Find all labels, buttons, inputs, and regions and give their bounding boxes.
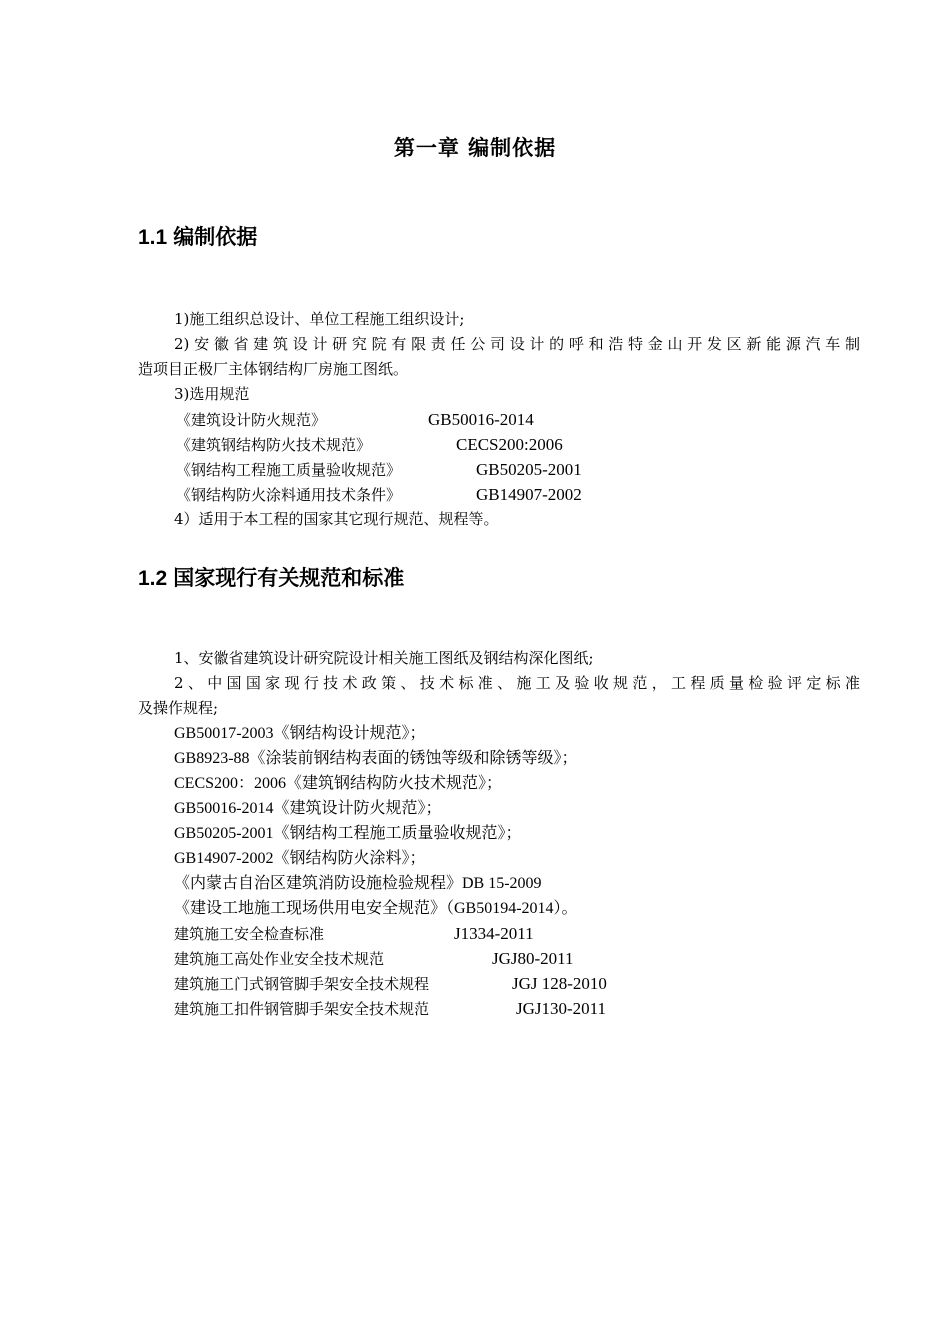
standard-code: CECS200:2006: [456, 435, 563, 454]
standard-name: 《钢结构防火涂料通用技术条件》: [176, 486, 402, 504]
reference-line: GB8923-88《涂装前钢结构表面的锈蚀等级和除锈等级》；: [174, 750, 578, 767]
safety-standard-row: [138, 996, 860, 1021]
reference-line: GB50017-2003《钢结构设计规范》；: [174, 725, 426, 742]
standard-name: 建筑施工扣件钢管脚手架安全技术规范: [174, 1000, 430, 1018]
standard-row: [138, 457, 860, 482]
section-title: 编制依据: [173, 225, 258, 249]
paragraph-item-2-line-1: 2)安徽省建筑设计研究院有限责任公司设计的呼和浩特金山开发区新能源汽车制: [174, 335, 860, 353]
standard-name: 建筑施工安全检查标准: [174, 925, 325, 943]
standard-name: 《钢结构工程施工质量验收规范》: [176, 461, 402, 479]
reference-line: GB50016-2014《建筑设计防火规范》；: [174, 800, 442, 817]
safety-standard-row: [138, 946, 860, 971]
section-heading-1-2: [138, 562, 404, 595]
standard-name: 《建筑钢结构防火技术规范》: [176, 436, 372, 454]
reference-line: 《建设工地施工现场供用电安全规范》（GB50194-2014）。: [174, 900, 578, 917]
section-number: 1.1: [138, 226, 168, 249]
section-1-1-body: [138, 307, 860, 532]
standard-code: GB14907-2002: [476, 485, 582, 504]
reference-line: 《内蒙古自治区建筑消防设施检验规程》DB 15-2009: [174, 875, 542, 892]
section-heading-1-1: [138, 221, 257, 254]
standard-row: [138, 482, 860, 507]
section-title: 国家现行有关规范和标准: [173, 566, 405, 590]
paragraph-item-4: 4）适用于本工程的国家其它现行规范、规程等。: [174, 510, 499, 528]
standard-code: GB50016-2014: [428, 410, 534, 429]
paragraph-item-3: 3)选用规范: [174, 385, 250, 403]
standard-row: [138, 432, 860, 457]
standard-code: J1334-2011: [454, 924, 534, 943]
paragraph-item-2-line-1: 2、中国国家现行技术政策、技术标准、施工及验收规范，工程质量检验评定标准: [174, 674, 860, 692]
standard-name: 《建筑设计防火规范》: [176, 411, 327, 429]
standard-code: GB50205-2001: [476, 460, 582, 479]
safety-standard-row: [138, 921, 860, 946]
standard-name: 建筑施工高处作业安全技术规范: [174, 950, 385, 968]
chapter-title: 第一章 编制依据: [393, 135, 557, 160]
standard-code: JGJ80-2011: [492, 949, 574, 968]
standard-code: JGJ 128-2010: [512, 974, 607, 993]
paragraph-item-2-line-2: 及操作规程;: [138, 699, 219, 717]
paragraph-item-1: 1)施工组织总设计、单位工程施工组织设计;: [174, 310, 465, 328]
section-number: 1.2: [138, 567, 168, 590]
standard-name: 建筑施工门式钢管脚手架安全技术规程: [174, 975, 430, 993]
paragraph-item-1: 1、安徽省建筑设计研究院设计相关施工图纸及钢结构深化图纸;: [174, 649, 594, 667]
standard-code: JGJ130-2011: [516, 999, 607, 1018]
safety-standard-row: [138, 971, 860, 996]
reference-line: GB50205-2001《钢结构工程施工质量验收规范》；: [174, 825, 522, 842]
section-1-2-body: [138, 646, 860, 1021]
reference-line: CECS200：2006《建筑钢结构防火技术规范》；: [174, 775, 503, 792]
reference-line: GB14907-2002《钢结构防火涂料》；: [174, 850, 426, 867]
paragraph-item-2-line-2: 造项目正极厂主体钢结构厂房施工图纸。: [138, 360, 409, 378]
standard-row: [138, 407, 860, 432]
